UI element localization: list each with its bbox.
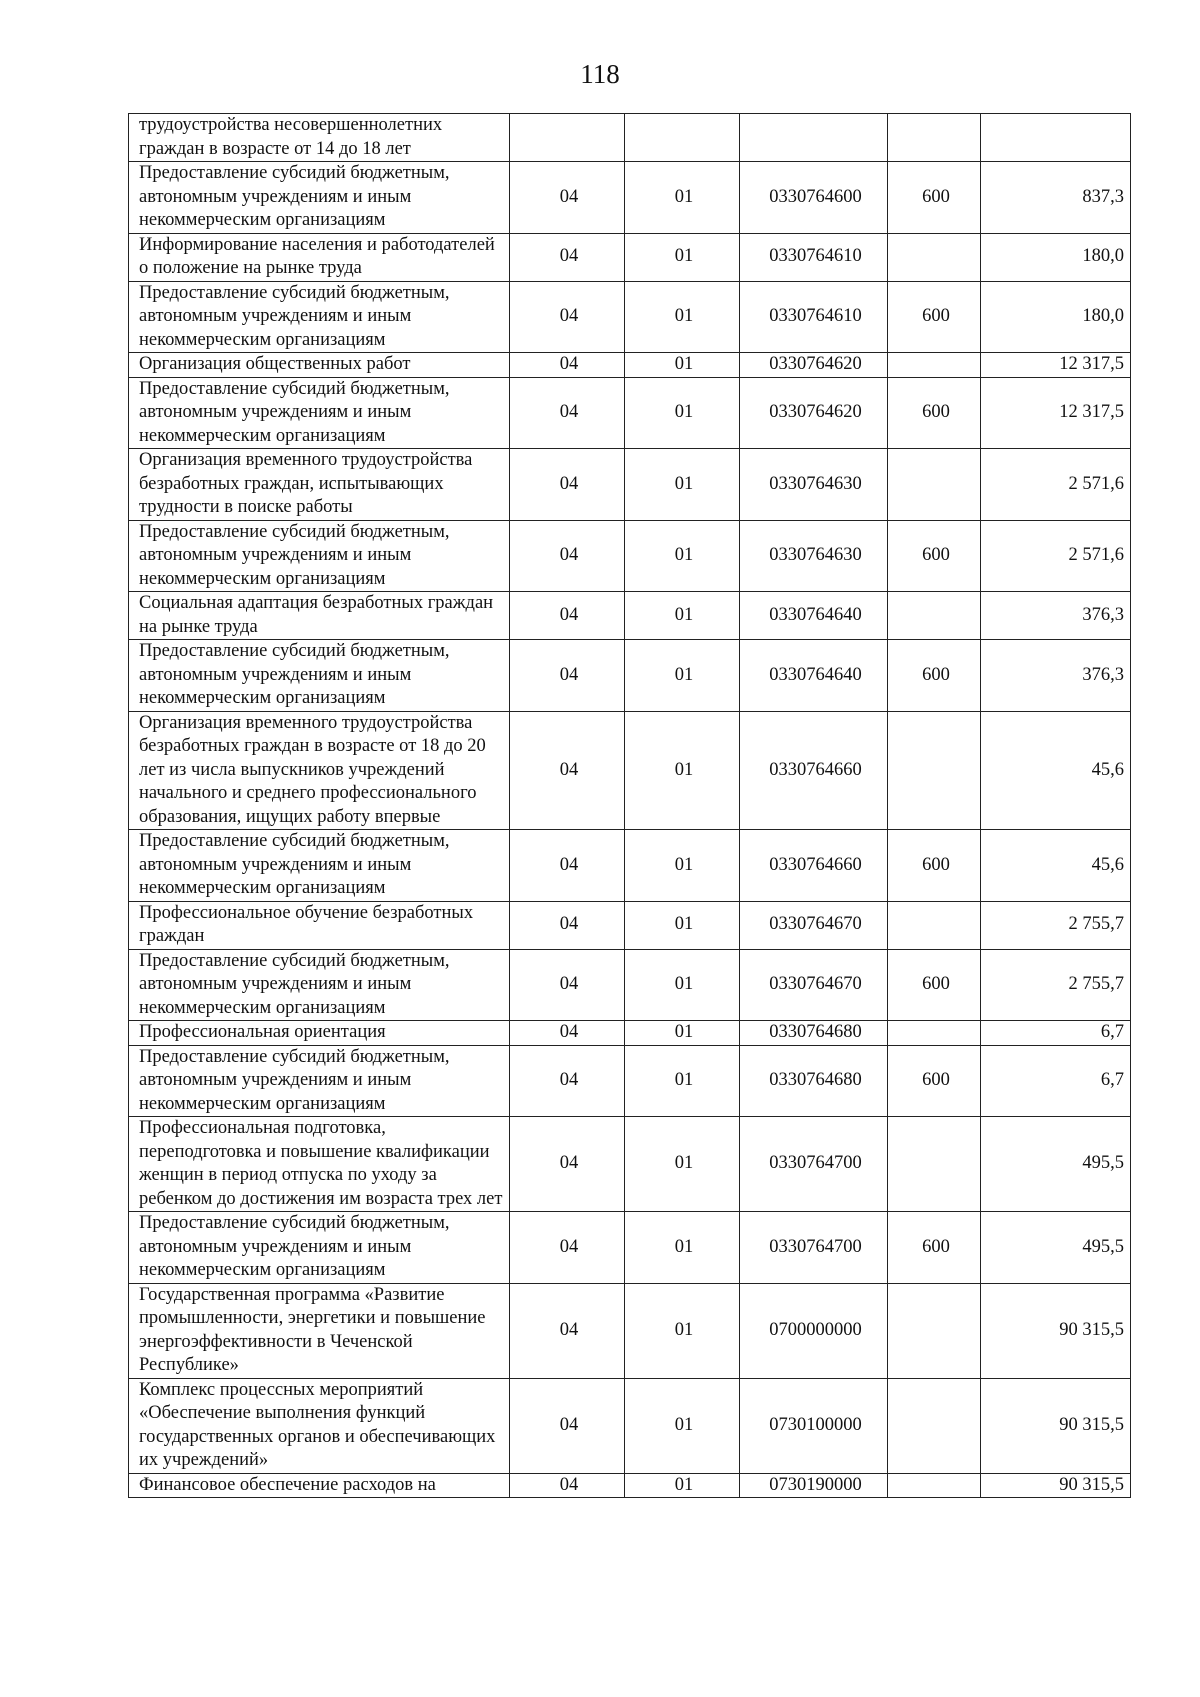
subsection-code-cell: 01 [625, 1045, 740, 1117]
target-article-cell: 0330764630 [740, 449, 888, 521]
table-row [129, 114, 1131, 162]
subsection-code-cell: 01 [625, 353, 740, 378]
expense-name-cell: трудоустройства несовершеннолетних граждан в возрасте от 14 до 18 лет [129, 114, 510, 162]
amount-cell: 90 315,5 [981, 1378, 1131, 1473]
amount-cell: 495,5 [981, 1117, 1131, 1212]
section-code-cell: 04 [510, 162, 625, 234]
expense-name-cell: Предоставление субсидий бюджетным, автономным учреждениям и иным некоммерческим организациям [129, 162, 510, 234]
subsection-code-cell: 01 [625, 1378, 740, 1473]
table-row [129, 640, 1131, 712]
section-code-cell: 04 [510, 711, 625, 830]
amount-cell: 12 317,5 [981, 377, 1131, 449]
amount-cell: 2 755,7 [981, 949, 1131, 1021]
subsection-code-cell: 01 [625, 281, 740, 353]
amount-cell: 837,3 [981, 162, 1131, 234]
table-row [129, 711, 1131, 830]
subsection-code-cell: 01 [625, 377, 740, 449]
amount-cell: 495,5 [981, 1212, 1131, 1284]
target-article-cell: 0730100000 [740, 1378, 888, 1473]
expense-name-cell: Предоставление субсидий бюджетным, автономным учреждениям и иным некоммерческим организациям [129, 949, 510, 1021]
subsection-code-cell: 01 [625, 1473, 740, 1498]
expense-type-cell: 600 [888, 281, 981, 353]
budget-table [128, 113, 1131, 1498]
expense-type-cell [888, 233, 981, 281]
expense-type-cell [888, 1283, 981, 1378]
subsection-code-cell: 01 [625, 162, 740, 234]
expense-name-cell: Организация временного трудоустройства безработных граждан, испытывающих трудности в поиске работы [129, 449, 510, 521]
expense-name-cell: Предоставление субсидий бюджетным, автономным учреждениям и иным некоммерческим организациям [129, 281, 510, 353]
amount-cell: 90 315,5 [981, 1473, 1131, 1498]
expense-type-cell: 600 [888, 377, 981, 449]
page-number: 118 [580, 59, 620, 89]
expense-name-cell: Государственная программа «Развитие промышленности, энергетики и повышение энергоэффективности в Чеченской Республике» [129, 1283, 510, 1378]
section-code-cell: 04 [510, 281, 625, 353]
expense-type-cell: 600 [888, 640, 981, 712]
expense-name-cell: Предоставление субсидий бюджетным, автономным учреждениям и иным некоммерческим организациям [129, 520, 510, 592]
section-code-cell: 04 [510, 1021, 625, 1046]
section-code-cell: 04 [510, 1212, 625, 1284]
section-code-cell: 04 [510, 949, 625, 1021]
amount-cell: 45,6 [981, 711, 1131, 830]
amount-cell: 90 315,5 [981, 1283, 1131, 1378]
expense-type-cell [888, 1473, 981, 1498]
table-row [129, 830, 1131, 902]
target-article-cell: 0330764610 [740, 233, 888, 281]
target-article-cell: 0330764660 [740, 830, 888, 902]
target-article-cell: 0330764700 [740, 1117, 888, 1212]
target-article-cell: 0730190000 [740, 1473, 888, 1498]
table-row [129, 520, 1131, 592]
target-article-cell: 0330764640 [740, 640, 888, 712]
table-row [129, 449, 1131, 521]
amount-cell: 6,7 [981, 1021, 1131, 1046]
expense-type-cell [888, 592, 981, 640]
target-article-cell: 0330764680 [740, 1045, 888, 1117]
table-row [129, 281, 1131, 353]
section-code-cell: 04 [510, 640, 625, 712]
expense-name-cell: Предоставление субсидий бюджетным, автономным учреждениям и иным некоммерческим организациям [129, 640, 510, 712]
section-code-cell: 04 [510, 1045, 625, 1117]
amount-cell: 376,3 [981, 592, 1131, 640]
target-article-cell: 0330764660 [740, 711, 888, 830]
expense-name-cell: Профессиональная ориентация [129, 1021, 510, 1046]
table-row [129, 1283, 1131, 1378]
subsection-code-cell: 01 [625, 901, 740, 949]
subsection-code-cell: 01 [625, 1021, 740, 1046]
table-row [129, 1212, 1131, 1284]
budget-table-body [129, 114, 1131, 1498]
subsection-code-cell: 01 [625, 640, 740, 712]
expense-name-cell: Профессиональное обучение безработных граждан [129, 901, 510, 949]
amount-cell [981, 114, 1131, 162]
target-article-cell: 0330764670 [740, 949, 888, 1021]
expense-type-cell [888, 1117, 981, 1212]
amount-cell: 2 755,7 [981, 901, 1131, 949]
target-article-cell [740, 114, 888, 162]
expense-name-cell: Предоставление субсидий бюджетным, автономным учреждениям и иным некоммерческим организациям [129, 830, 510, 902]
section-code-cell: 04 [510, 520, 625, 592]
expense-name-cell: Организация общественных работ [129, 353, 510, 378]
section-code-cell: 04 [510, 233, 625, 281]
target-article-cell: 0330764600 [740, 162, 888, 234]
table-row [129, 377, 1131, 449]
expense-name-cell: Социальная адаптация безработных граждан на рынке труда [129, 592, 510, 640]
subsection-code-cell: 01 [625, 1283, 740, 1378]
expense-type-cell: 600 [888, 162, 981, 234]
expense-name-cell: Предоставление субсидий бюджетным, автономным учреждениям и иным некоммерческим организациям [129, 1212, 510, 1284]
subsection-code-cell: 01 [625, 449, 740, 521]
amount-cell: 6,7 [981, 1045, 1131, 1117]
expense-type-cell [888, 1021, 981, 1046]
target-article-cell: 0330764670 [740, 901, 888, 949]
expense-type-cell [888, 1378, 981, 1473]
table-row [129, 1378, 1131, 1473]
subsection-code-cell: 01 [625, 1212, 740, 1284]
subsection-code-cell: 01 [625, 233, 740, 281]
target-article-cell: 0330764610 [740, 281, 888, 353]
amount-cell: 376,3 [981, 640, 1131, 712]
target-article-cell: 0700000000 [740, 1283, 888, 1378]
subsection-code-cell: 01 [625, 592, 740, 640]
expense-name-cell: Информирование населения и работодателей о положение на рынке труда [129, 233, 510, 281]
subsection-code-cell: 01 [625, 711, 740, 830]
amount-cell: 12 317,5 [981, 353, 1131, 378]
table-row [129, 233, 1131, 281]
amount-cell: 2 571,6 [981, 520, 1131, 592]
table-row [129, 353, 1131, 378]
expense-type-cell: 600 [888, 949, 981, 1021]
table-row [129, 592, 1131, 640]
section-code-cell: 04 [510, 1378, 625, 1473]
expense-type-cell [888, 114, 981, 162]
section-code-cell: 04 [510, 1283, 625, 1378]
amount-cell: 180,0 [981, 281, 1131, 353]
section-code-cell: 04 [510, 1117, 625, 1212]
expense-name-cell: Организация временного трудоустройства безработных граждан в возрасте от 18 до 20 лет из числа выпускников учреждений начального и среднего профессионального образования, ищущих работу впервые [129, 711, 510, 830]
target-article-cell: 0330764630 [740, 520, 888, 592]
table-row [129, 949, 1131, 1021]
expense-type-cell: 600 [888, 830, 981, 902]
expense-type-cell [888, 449, 981, 521]
table-row [129, 1021, 1131, 1046]
section-code-cell: 04 [510, 592, 625, 640]
amount-cell: 180,0 [981, 233, 1131, 281]
expense-type-cell [888, 353, 981, 378]
target-article-cell: 0330764620 [740, 377, 888, 449]
expense-name-cell: Предоставление субсидий бюджетным, автономным учреждениям и иным некоммерческим организациям [129, 1045, 510, 1117]
section-code-cell [510, 114, 625, 162]
subsection-code-cell: 01 [625, 949, 740, 1021]
amount-cell: 45,6 [981, 830, 1131, 902]
expense-name-cell: Финансовое обеспечение расходов на [129, 1473, 510, 1498]
section-code-cell: 04 [510, 449, 625, 521]
section-code-cell: 04 [510, 901, 625, 949]
amount-cell: 2 571,6 [981, 449, 1131, 521]
expense-type-cell: 600 [888, 1045, 981, 1117]
target-article-cell: 0330764680 [740, 1021, 888, 1046]
expense-type-cell: 600 [888, 520, 981, 592]
expense-type-cell: 600 [888, 1212, 981, 1284]
table-row [129, 1045, 1131, 1117]
target-article-cell: 0330764700 [740, 1212, 888, 1284]
expense-name-cell: Предоставление субсидий бюджетным, автономным учреждениям и иным некоммерческим организациям [129, 377, 510, 449]
table-row [129, 1117, 1131, 1212]
section-code-cell: 04 [510, 830, 625, 902]
expense-type-cell [888, 711, 981, 830]
section-code-cell: 04 [510, 377, 625, 449]
table-row [129, 1473, 1131, 1498]
subsection-code-cell: 01 [625, 1117, 740, 1212]
expense-name-cell: Профессиональная подготовка, переподготовка и повышение квалификации женщин в период отпуска по уходу за ребенком до достижения им возраста трех лет [129, 1117, 510, 1212]
subsection-code-cell [625, 114, 740, 162]
subsection-code-cell: 01 [625, 520, 740, 592]
table-row [129, 162, 1131, 234]
expense-type-cell [888, 901, 981, 949]
table-row [129, 901, 1131, 949]
target-article-cell: 0330764620 [740, 353, 888, 378]
target-article-cell: 0330764640 [740, 592, 888, 640]
section-code-cell: 04 [510, 353, 625, 378]
expense-name-cell: Комплекс процессных мероприятий «Обеспечение выполнения функций государственных органов и обеспечивающих их учреждений» [129, 1378, 510, 1473]
subsection-code-cell: 01 [625, 830, 740, 902]
section-code-cell: 04 [510, 1473, 625, 1498]
